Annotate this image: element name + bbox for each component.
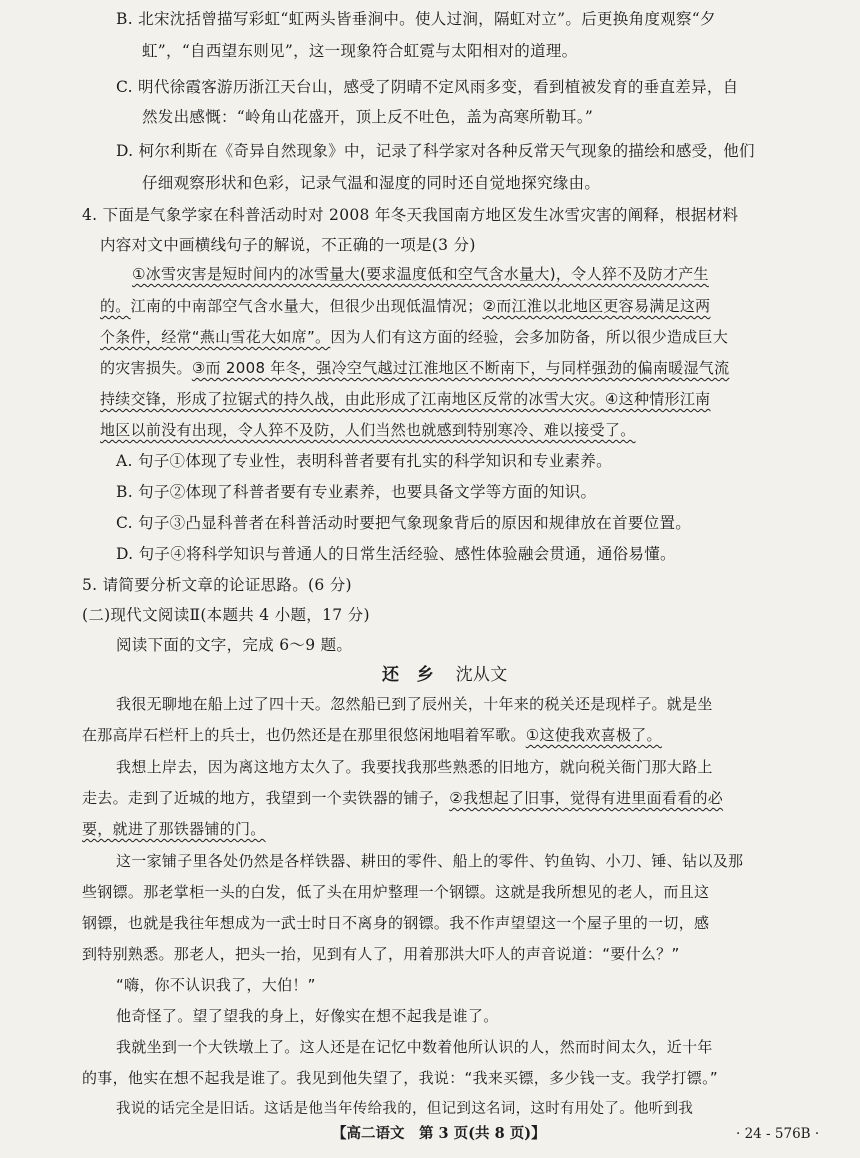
story-line: “嗨，你不认识我了，大伯！” bbox=[116, 976, 316, 994]
underlined-sentence-4-end: 地区以前没有出现，令人猝不及防，人们当然也就感到特别寒冷、难以接受了。 bbox=[100, 421, 636, 439]
q4-stem-line2: 内容对文中画横线句子的解说，不正确的一项是(3 分) bbox=[100, 236, 476, 254]
story-title-line bbox=[382, 664, 508, 686]
story-line: 我说的话完全是旧话。这话是他当年传给我的，但记到这名词，这时有用处了。他听到我 bbox=[116, 1101, 694, 1117]
q4-passage-line2 bbox=[100, 295, 710, 317]
passage-text: 江南的中南部空气含水量大，但很少出现低温情况； bbox=[130, 297, 483, 315]
story-line bbox=[82, 724, 662, 746]
page-footer bbox=[0, 1122, 860, 1146]
q4-option-c: C. 句子③凸显科普者在科普活动时要把气象现象背后的原因和规律放在首要位置。 bbox=[116, 514, 692, 532]
underlined-sentence-3: ③而 2008 年冬，强冷空气越过江淮地区不断南下，与同样强劲的偏南暖湿气流 bbox=[191, 359, 730, 377]
underlined-sentence-3-end: 持续交锋，形成了拉锯式的持久战，由此形成了江南地区反常的冰雪大灾。 bbox=[100, 390, 605, 408]
q4-passage-line3 bbox=[100, 326, 728, 348]
q3-option-b-line1: B. 北宋沈括曾描写彩虹“虹两头皆垂涧中。使人过涧，隔虹对立”。后更换角度观察“夕 bbox=[116, 10, 716, 28]
footer-page-info: 【高二语文 第 3 页(共 8 页)】 bbox=[332, 1125, 546, 1142]
story-line: 钢镖，也就是我往年想成为一武士时日不离身的钢镖。我不作声望望这一个屋子里的一切，感 bbox=[82, 914, 710, 932]
underlined-sentence-2: ②而江淮以北地区更容易满足这两 bbox=[482, 297, 711, 315]
q4-passage-line5 bbox=[100, 388, 710, 410]
story-line: 他奇怪了。望了望我的身上，好像实在想不起我是谁了。 bbox=[116, 1007, 499, 1025]
story-title: 还 乡 bbox=[382, 665, 434, 685]
underlined-sentence-1: ①冰雪灾害是短时间内的冰雪量大(要求温度低和空气含水量大)，令人猝不及防才产生 bbox=[132, 265, 709, 283]
story-text: 在那高岸石栏杆上的兵士，也仍然还是在那里很悠闲地唱着军歌。 bbox=[82, 726, 526, 744]
q4-option-d: D. 句子④将科学知识与普通人的日常生活经验、感性体验融会贯通，通俗易懂。 bbox=[116, 545, 676, 563]
underlined-sentence-2-end: 个条件，经常“燕山雪花大如席”。 bbox=[100, 328, 331, 346]
footer-code: · 24 - 576B · bbox=[736, 1126, 820, 1142]
q4-passage-line4 bbox=[100, 357, 729, 379]
underlined-story-sentence-1: ①这使我欢喜极了。 bbox=[525, 726, 662, 744]
story-line: 的事，他实在想不起我是谁了。我见到他失望了，我说：“我来买镖，多少钱一支。我学打镖。” bbox=[82, 1069, 718, 1087]
story-line: 这一家铺子里各处仍然是各样铁器、耕田的零件、船上的零件、钓鱼钩、小刀、锤、钻以及那 bbox=[116, 852, 744, 870]
q4-option-b: B. 句子②体现了科普者要有专业素养，也要具备文学等方面的知识。 bbox=[116, 483, 597, 501]
story-line: 我很无聊地在船上过了四十天。忽然船已到了辰州关，十年来的税关还是现样子。就是坐 bbox=[116, 695, 713, 713]
underlined-story-sentence-2: ②我想起了旧事，觉得有进里面看看的必 bbox=[449, 789, 724, 807]
q4-passage-line1 bbox=[132, 263, 709, 285]
story-author: 沈从文 bbox=[455, 665, 508, 685]
section-instruction: 阅读下面的文字，完成 6～9 题。 bbox=[116, 636, 353, 654]
q3-option-b-line2: 虹”，“自西望东则见”，这一现象符合虹霓与太阳相对的道理。 bbox=[142, 42, 578, 60]
q3-option-d-line2: 仔细观察形状和色彩，记录气温和湿度的同时还自觉地探究缘由。 bbox=[142, 174, 601, 192]
q3-option-c-line2: 然发出感慨：“岭角山花盛开，顶上反不吐色，盖为高寒所勒耳。” bbox=[142, 108, 594, 126]
passage-text: 因为人们有这方面的经验，会多加防备，所以很少造成巨大 bbox=[330, 328, 729, 346]
story-text: 走去。走到了近城的地方，我望到一个卖铁器的铺子， bbox=[82, 789, 450, 807]
passage-text: 的灾害损失。 bbox=[100, 359, 192, 377]
section-heading: (二)现代文阅读Ⅱ(本题共 4 小题，17 分) bbox=[82, 606, 370, 624]
underlined-story-sentence-2-end: 要，就进了那铁器铺的门。 bbox=[82, 820, 266, 838]
story-line: 我想上岸去，因为离这地方太久了。我要找我那些熟悉的旧地方，就向税关衙门那大路上 bbox=[116, 758, 713, 776]
story-line bbox=[82, 787, 723, 809]
story-line: 到特别熟悉。那老人，把头一抬，见到有人了，用着那洪大吓人的声音说道：“要什么？” bbox=[82, 945, 680, 963]
q3-option-d-line1: D. 柯尔利斯在《奇异自然现象》中，记录了科学家对各种反常天气现象的描绘和感受，他们 bbox=[116, 142, 755, 160]
q5-question: 5. 请简要分析文章的论证思路。(6 分) bbox=[82, 576, 352, 594]
q4-stem-line1: 4. 下面是气象学家在科普活动时对 2008 年冬天我国南方地区发生冰雪灾害的阐释，根据材料 bbox=[82, 206, 739, 224]
q4-option-a: A. 句子①体现了专业性，表明科普者要有扎实的科学知识和专业素养。 bbox=[116, 452, 612, 470]
underlined-sentence-4: ④这种情形江南 bbox=[604, 390, 711, 408]
story-line: 些钢镖。那老掌柜一头的白发，低了头在用炉整理一个钢镖。这就是我所想见的老人，而且这 bbox=[82, 883, 710, 901]
q3-option-c-line1: C. 明代徐霞客游历浙江天台山，感受了阴晴不定风雨多变，看到植被发育的垂直差异，自 bbox=[116, 78, 739, 96]
underlined-sentence-1-end: 的。 bbox=[100, 297, 131, 315]
story-line: 我就坐到一个大铁墩上了。这人还是在记忆中数着他所认识的人，然而时间太久，近十年 bbox=[116, 1038, 713, 1056]
q4-passage-line6 bbox=[100, 419, 636, 441]
story-line bbox=[82, 818, 266, 840]
